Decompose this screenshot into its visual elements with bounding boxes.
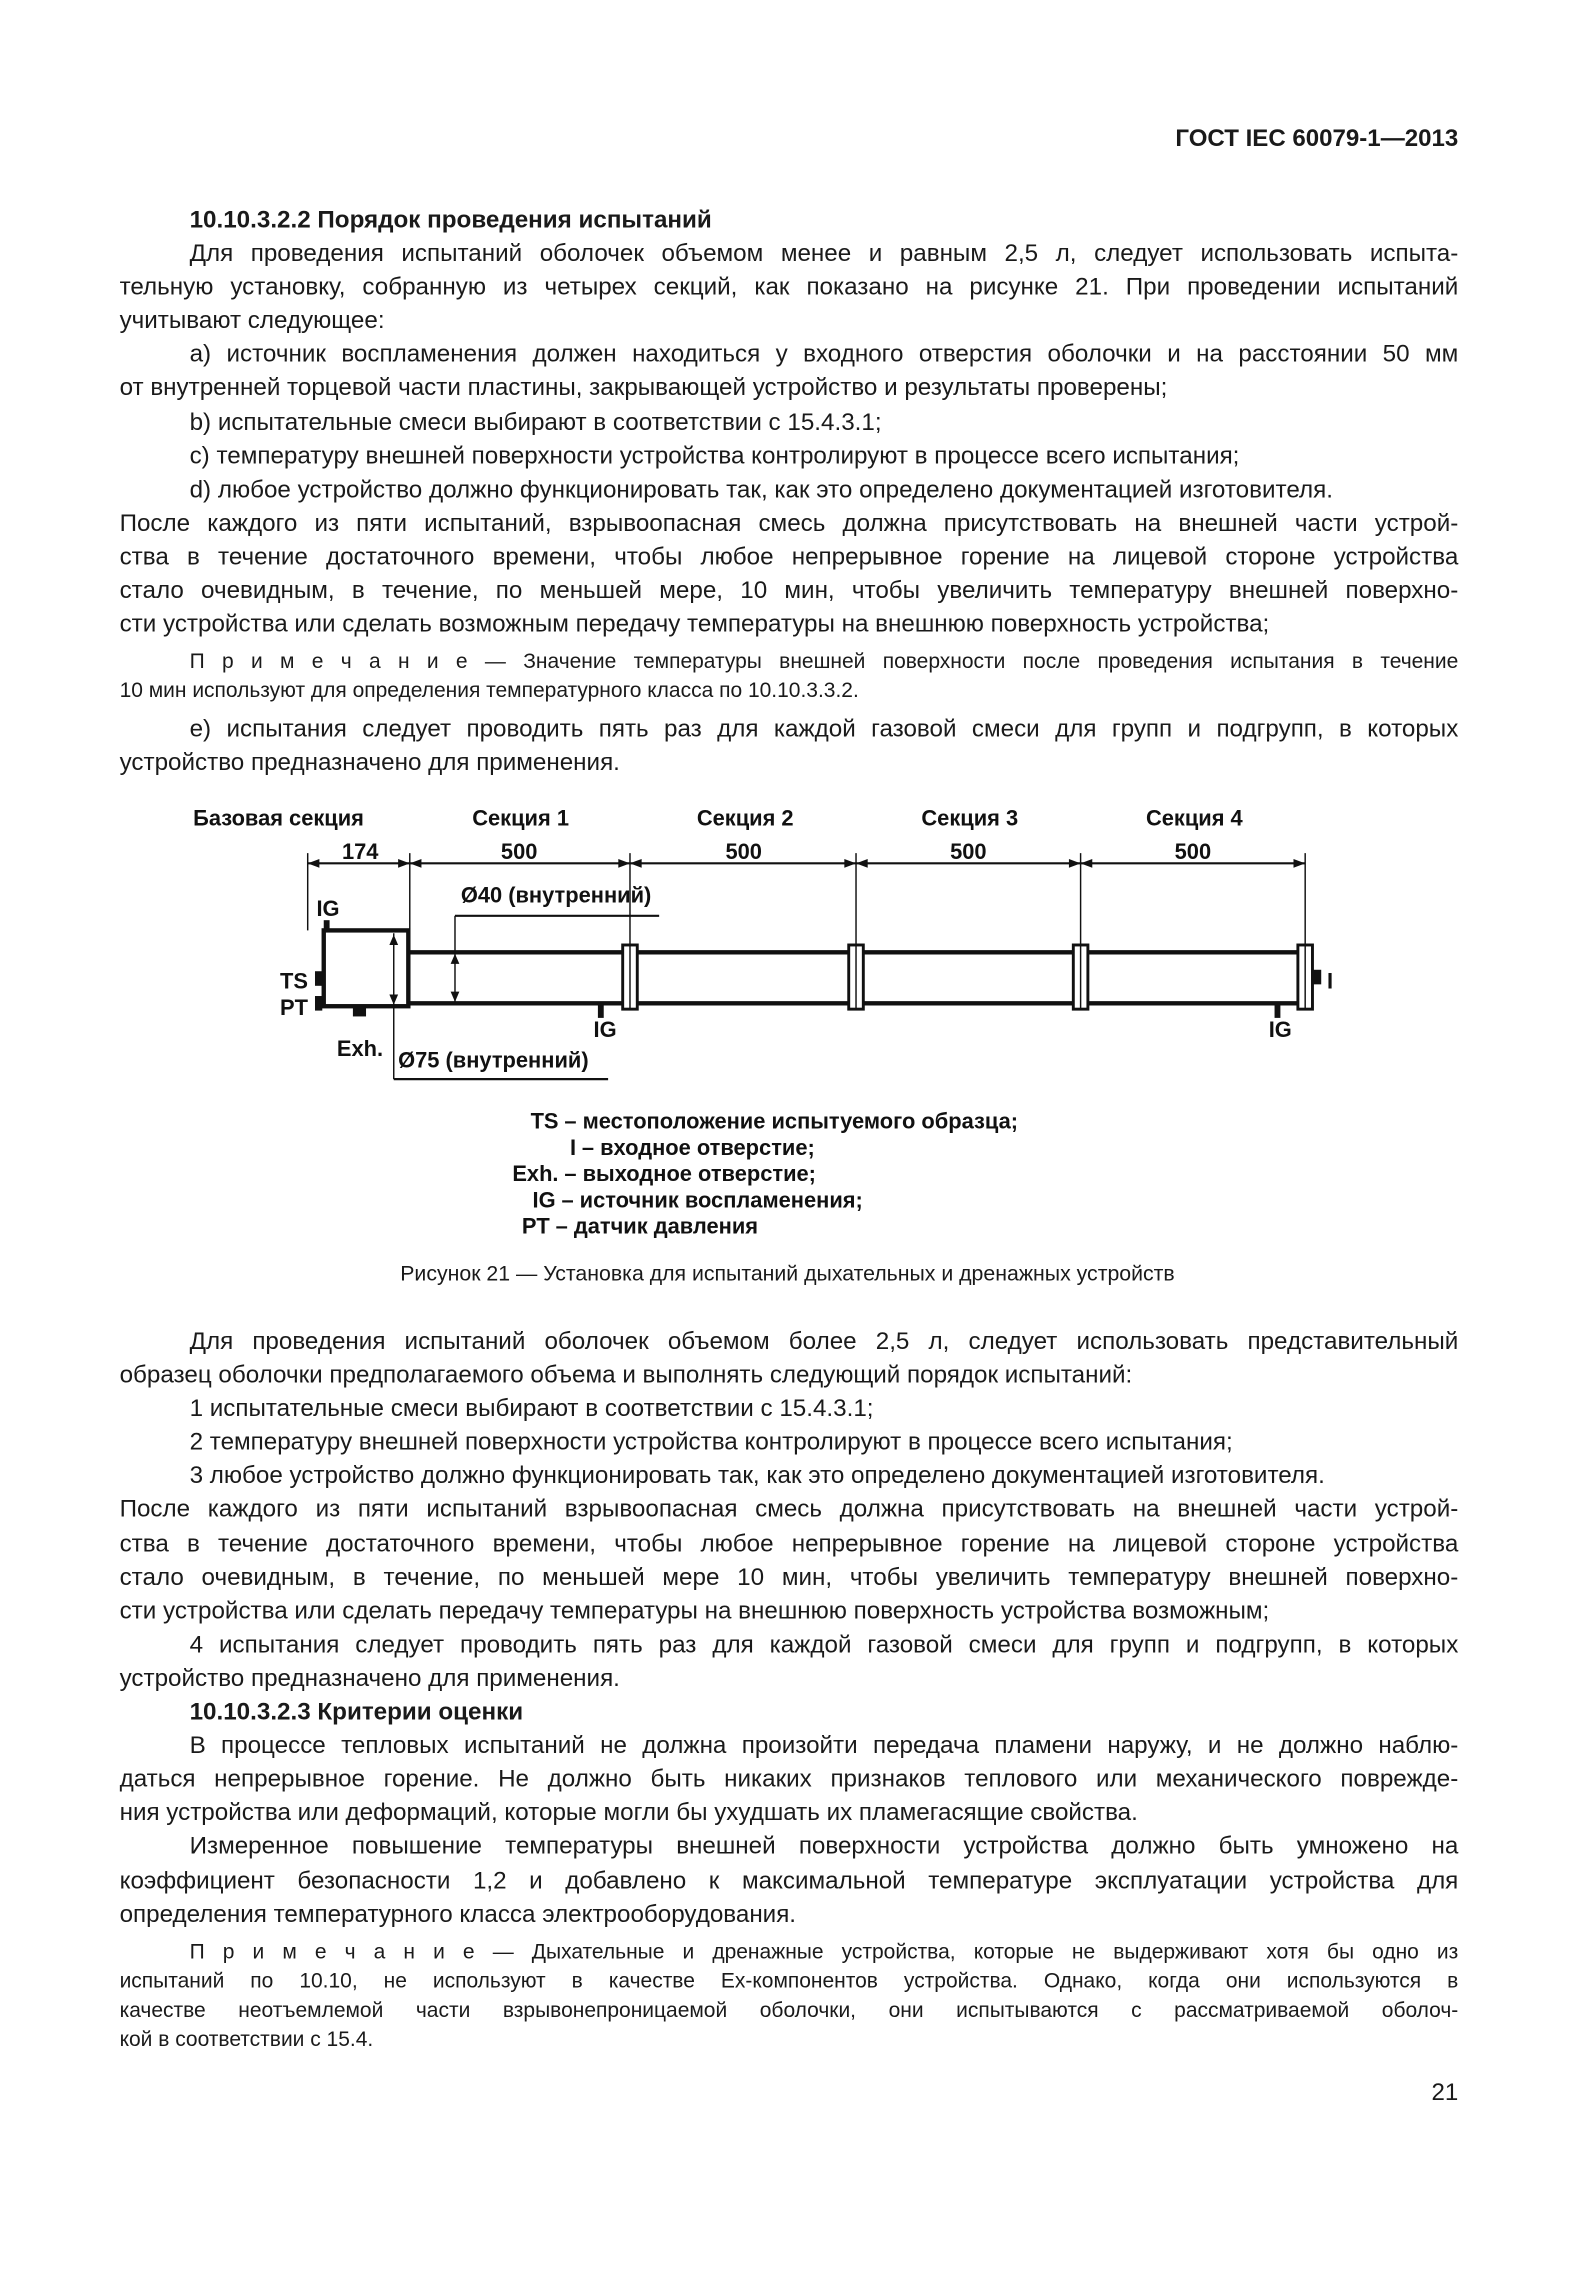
figure-21-diagram (0, 787, 1575, 1254)
section-label: Базовая секция (193, 805, 364, 831)
text-line: После каждого из пяти испытаний взрывоопасная смесь должна присутствовать на внешней части устрой- (119, 1495, 1459, 1524)
text-line: образец оболочки предполагаемого объема и выполнять следующий порядок испытаний: (119, 1360, 1133, 1389)
ig-label: IG (1268, 1016, 1292, 1042)
text-line: сти устройства или сделать передачу температуры на внешнюю поверхность устройства возможным; (119, 1596, 1270, 1625)
text-line: Для проведения испытаний оболочек объемом менее и равным 2,5 л, следует использовать испыта- (189, 239, 1459, 268)
paragraph (120, 1459, 1459, 1493)
paragraph (120, 506, 1459, 641)
ig-label: IG (316, 895, 340, 921)
paragraph (120, 1493, 1459, 1628)
dimension-value: 500 (1174, 838, 1212, 864)
legend-key: I (569, 1134, 577, 1160)
legend-key: IG (532, 1187, 556, 1213)
text-line: b) испытательные смеси выбирают в соответствии с 15.4.3.1; (189, 407, 882, 436)
text-line: определения температурного класса электрооборудования. (119, 1899, 797, 1928)
d40-label: Ø40 (внутренний) (460, 882, 652, 908)
legend-key: Exh. (512, 1161, 559, 1187)
text-line: стало очевидным, в течение, по меньшей мере 10 мин, чтобы увеличить температуру внешней поверхно- (119, 1562, 1459, 1591)
text-line: коэффициент безопасности 1,2 и добавлено к максимальной температуре эксплуатации устройства для (119, 1865, 1459, 1894)
paragraph (120, 1728, 1459, 1829)
legend-desc: – входное отверстие; (581, 1134, 815, 1160)
figure-caption: Рисунок 21 — Установка для испытаний дыхательных и дренажных устройств (400, 1262, 1175, 1287)
flange (623, 945, 1313, 1009)
text-line: устройство предназначено для применения. (119, 1663, 620, 1692)
section-label: Секция 2 (696, 805, 794, 831)
text-line: стало очевидным, в течение, по меньшей мере, 10 мин, чтобы увеличить температуру внешней поверхно- (119, 576, 1459, 604)
text-line: устройство предназначено для применения. (119, 748, 620, 777)
note (120, 1938, 1459, 2055)
text-line: учитывают следующее: (119, 306, 385, 335)
ig-marker (324, 920, 330, 932)
dimension-value: 500 (725, 838, 762, 864)
text-line: 10 мин используют для определения температурного класса по 10.10.3.3.2. (119, 679, 859, 704)
text-line: ства в течение достаточного времени, чтобы любое непрерывное горение на лицевой стороне устройства (119, 1529, 1459, 1557)
section-continued (120, 1324, 1459, 2060)
dimension-value: 500 (500, 838, 538, 864)
figure-legend (512, 1109, 1018, 1239)
text-line: П р и м е ч а н и е — Дыхательные и дренажные устройства, которые не выдерживают хотя бы одно из (189, 1940, 1459, 1964)
text-line: испытаний по 10.10, не используют в качестве Ex-компонентов устройства. Однако, когда они используются в (119, 1969, 1459, 1994)
ig-label: IG (593, 1016, 617, 1042)
dimension-value: 174 (341, 838, 379, 864)
dimension-value: 500 (950, 838, 987, 864)
paragraph (120, 712, 1459, 779)
text-line: 2 температуру внешней поверхности устройства контролируют в процессе всего испытания; (189, 1428, 1233, 1456)
text-line: 4 испытания следует проводить пять раз для каждой газовой смеси для групп и подгрупп, в которых (189, 1630, 1459, 1658)
paragraph (120, 472, 1459, 506)
section-label: Секция 4 (1145, 805, 1243, 831)
text-line: В процессе тепловых испытаний не должна произойти передача пламени наружу, и не должно наблю- (189, 1731, 1459, 1759)
paragraph (120, 405, 1459, 439)
text-line: кой в соответствии с 15.4. (119, 2028, 374, 2052)
legend-key: TS (530, 1108, 559, 1134)
text-line: Измеренное повышение температуры внешней поверхности устройства должно быть умножено на (189, 1832, 1459, 1860)
text-line: качестве неотъемлемой части взрывонепроницаемой оболочки, они испытываются с рассматриваемой оболоч- (119, 1998, 1459, 2023)
paragraph (120, 1324, 1459, 1391)
legend-desc: – источник воспламенения; (561, 1187, 863, 1213)
text-line: от внутренней торцевой части пластины, закрывающей устройство и результаты проверены; (119, 374, 1168, 402)
page-number: 21 (1431, 2079, 1459, 2106)
text-line: тельную установку, собранную из четырех секций, как показано на рисунке 21. При проведении испытаний (119, 272, 1459, 301)
section-10-10-3-2-2 (120, 203, 1459, 780)
document-header: ГОСТ IEC 60079-1—2013 (1175, 125, 1459, 152)
exh-marker (353, 1006, 366, 1016)
text-line: ния устройства или деформаций, которые могли бы ухудшать их пламегасящие свойства. (119, 1798, 1138, 1827)
text-line: 3 любое устройство должно функционировать так, как это определено документацией изготовителя. (189, 1461, 1325, 1490)
section-label: Секция 1 (472, 805, 569, 831)
ig-marker (1275, 1003, 1281, 1018)
text-line: 1 испытательные смеси выбирают в соответствии с 15.4.3.1; (189, 1394, 874, 1423)
ts-label: TS (279, 968, 308, 994)
exh-label: Exh. (336, 1035, 384, 1061)
legend-key: PT (521, 1213, 550, 1239)
section-heading: 10.10.3.2.3 Критерии оценки (189, 1697, 524, 1726)
section-label: Секция 3 (921, 805, 1019, 831)
paragraph (120, 1391, 1459, 1425)
legend-desc: – датчик давления (555, 1213, 759, 1239)
legend-desc: – местоположение испытуемого образца; (564, 1108, 1019, 1134)
section-heading: 10.10.3.2.2 Порядок проведения испытаний (189, 205, 712, 234)
text-line: d) любое устройство должно функционировать так, как это определено документацией изготовителя. (189, 475, 1333, 503)
paragraph (120, 1829, 1459, 1930)
pt-marker (315, 996, 322, 1011)
text-line: Для проведения испытаний оболочек объемом более 2,5 л, следует использовать представительный (189, 1327, 1459, 1355)
i-label: I (1327, 968, 1334, 994)
ts-marker (315, 971, 322, 986)
paragraph (120, 1425, 1459, 1459)
ig-marker (598, 1003, 604, 1018)
legend-desc: – выходное отверстие; (564, 1161, 816, 1187)
text-line: сти устройства или сделать возможным передачу температуры на внешнюю поверхность устройства; (119, 609, 1270, 638)
i-marker (1312, 970, 1321, 985)
text-line: даться непрерывное горение. Не должно быть никаких признаков теплового или механического поврежде- (119, 1764, 1459, 1793)
text-line: е) испытания следует проводить пять раз для каждой газовой смеси для групп и подгрупп, в которых (189, 714, 1459, 743)
text-line: а) источник воспламенения должен находиться у входного отверстия оболочки и на расстоянии 50 мм (189, 340, 1459, 369)
text-line: с) температуру внешней поверхности устройства контролируют в процессе всего испытания; (189, 441, 1240, 470)
paragraph (120, 236, 1459, 337)
text-line: ства в течение достаточного времени, чтобы любое непрерывное горение на лицевой стороне устройства (119, 542, 1459, 571)
pt-label: PT (279, 994, 308, 1020)
paragraph (120, 1627, 1459, 1694)
text-line: После каждого из пяти испытаний, взрывоопасная смесь должна присутствовать на внешней части устрой- (119, 508, 1459, 537)
paragraph (120, 337, 1459, 404)
text-line: П р и м е ч а н и е — Значение температуры внешней поверхности после проведения испытания в течение (189, 650, 1459, 675)
paragraph (120, 438, 1459, 472)
note (120, 648, 1459, 706)
d75-label: Ø75 (внутренний) (398, 1047, 589, 1073)
